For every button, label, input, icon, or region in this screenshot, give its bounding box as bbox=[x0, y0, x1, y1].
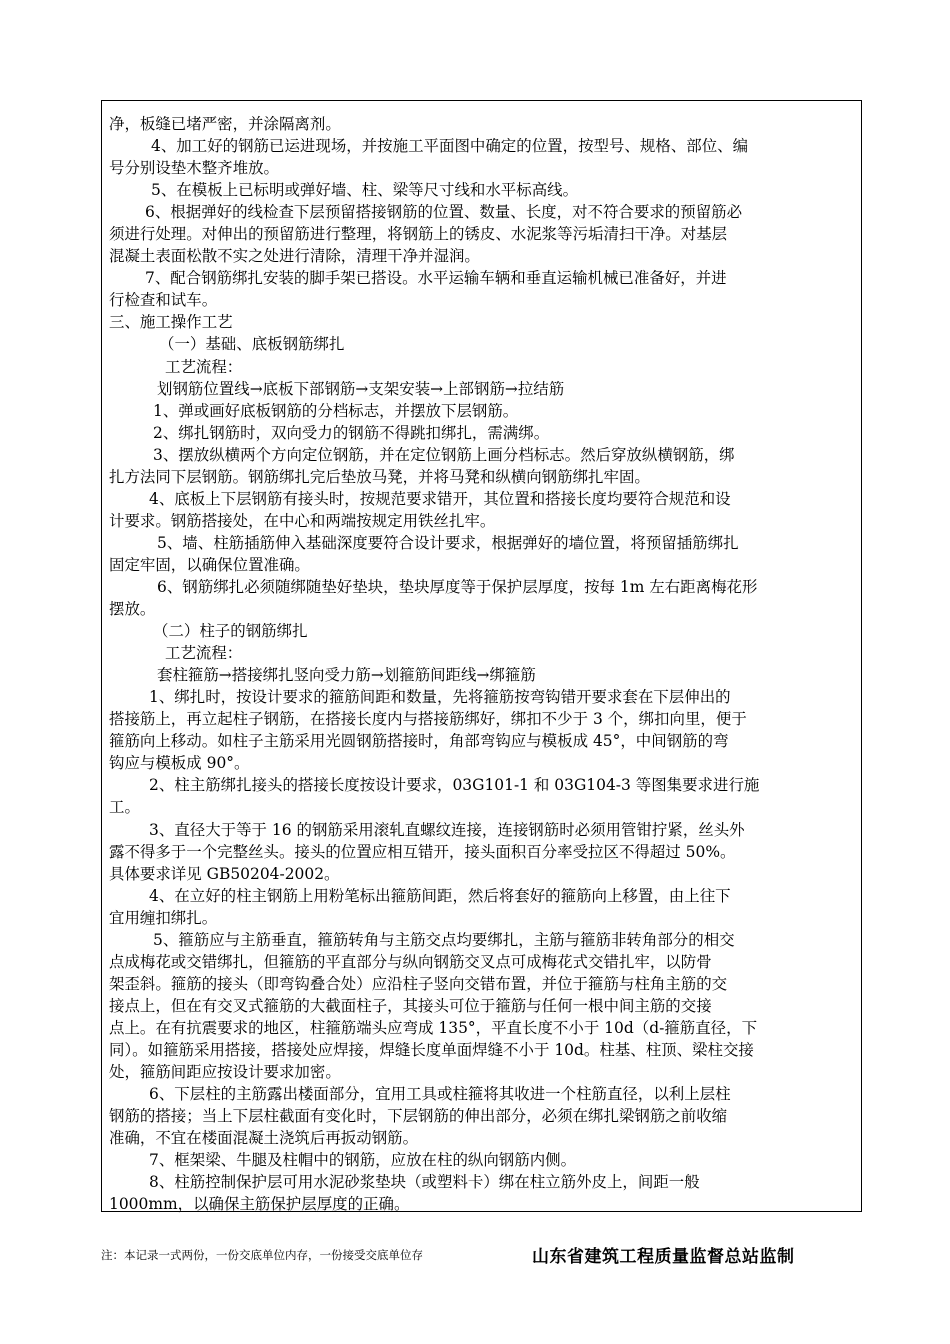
text-line: 须进行处理。对伸出的预留筋进行整理，将钢筋上的锈皮、水泥浆等污垢清扫干净。对基层 bbox=[109, 225, 728, 244]
text-line: 6、根据弹好的线检查下层预留搭接钢筋的位置、数量、长度，对不符合要求的预留筋必 bbox=[145, 203, 743, 222]
text-line: 8、柱筋控制保护层可用水泥砂浆垫块（或塑料卡）绑在柱立筋外皮上，间距一般 bbox=[149, 1173, 700, 1192]
text-line: 接点上，但在有交叉式箍筋的大截面柱子，其接头可位于箍筋与任何一根中间主筋的交接 bbox=[109, 996, 712, 1015]
text-line: 1000mm，以确保主筋保护层厚度的正确。 bbox=[109, 1195, 410, 1214]
text-line: 工艺流程： bbox=[165, 357, 243, 376]
text-line: 2、柱主筋绑扎接头的搭接长度按设计要求，03G101-1 和 03G104-3 等图集要求进行施 bbox=[149, 776, 760, 795]
text-line: 4、底板上下层钢筋有接头时，按规范要求错开，其位置和搭接长度均要符合规范和设 bbox=[149, 489, 731, 508]
text-line: 点上。在有抗震要求的地区，柱箍筋端头应弯成 135°，平直长度不小于 10d（d-箍筋直径，下 bbox=[109, 1018, 758, 1037]
text-line: 5、墙、柱筋插筋伸入基础深度要符合设计要求，根据弹好的墙位置，将预留插筋绑扎 bbox=[157, 533, 739, 552]
footer-organization: 山东省建筑工程质量监督总站监制 bbox=[532, 1247, 795, 1267]
text-line: 搭接筋上，再立起柱子钢筋，在搭接长度内与搭接筋绑好，绑扣不少于 3 个，绑扣向里，便于 bbox=[109, 710, 747, 729]
text-line: 1、弹或画好底板钢筋的分档标志，并摆放下层钢筋。 bbox=[153, 401, 519, 420]
text-line: 同）。如箍筋采用搭接，搭接处应焊接，焊缝长度单面焊缝不小于 10d。柱基、柱顶、梁柱交接 bbox=[109, 1040, 754, 1059]
text-line: 净，板缝已堵严密，并涂隔离剂。 bbox=[109, 115, 341, 133]
text-line: 架歪斜。箍筋的接头（即弯钩叠合处）应沿柱子竖向交错布置，并位于箍筋与柱角主筋的交 bbox=[109, 974, 728, 993]
text-line: 工。 bbox=[109, 798, 140, 817]
text-line: 3、直径大于等于 16 的钢筋采用滚轧直螺纹连接，连接钢筋时必须用管钳拧紧，丝头外 bbox=[149, 820, 745, 839]
text-line: 摆放。 bbox=[109, 600, 156, 619]
text-line: 1、绑扎时，按设计要求的箍筋间距和数量，先将箍筋按弯钩错开要求套在下层伸出的 bbox=[149, 688, 731, 707]
text-line: 处，箍筋间距应按设计要求加密。 bbox=[109, 1063, 341, 1082]
text-line: 三、施工操作工艺 bbox=[109, 313, 233, 332]
text-line: 7、配合钢筋绑扎安装的脚手架已搭设。水平运输车辆和垂直运输机械已准备好，并进 bbox=[145, 269, 727, 288]
text-line: （一）基础、底板钢筋绑扎 bbox=[159, 335, 345, 354]
document-body bbox=[109, 113, 857, 1215]
text-line: 钢筋的搭接；当上下层柱截面有变化时，下层钢筋的伸出部分，必须在绑扎梁钢筋之前收缩 bbox=[109, 1107, 728, 1126]
text-line: 3、摆放纵横两个方向定位钢筋，并在定位钢筋上画分档标志。然后穿放纵横钢筋，绑 bbox=[153, 445, 735, 464]
text-line: 划钢筋位置线→底板下部钢筋→支架安装→上部钢筋→拉结筋 bbox=[157, 379, 565, 398]
text-line: 7、框架梁、牛腿及柱帽中的钢筋，应放在柱的纵向钢筋内侧。 bbox=[149, 1151, 577, 1170]
text-line: 行检查和试车。 bbox=[109, 291, 218, 310]
text-line: 固定牢固，以确保位置准确。 bbox=[109, 555, 310, 574]
text-line: 计要求。钢筋搭接处，在中心和两端按规定用铁丝扎牢。 bbox=[109, 511, 496, 530]
text-line: 箍筋向上移动。如柱子主筋采用光圆钢筋搭接时，角部弯钩应与模板成 45°，中间钢筋的弯 bbox=[109, 732, 729, 751]
text-line: （二）柱子的钢筋绑扎 bbox=[153, 622, 308, 641]
text-line: 5、在模板上已标明或弹好墙、柱、梁等尺寸线和水平标高线。 bbox=[151, 181, 579, 200]
text-line: 具体要求详见 GB50204-2002。 bbox=[109, 864, 340, 883]
text-line: 工艺流程： bbox=[165, 644, 243, 663]
text-line: 2、绑扎钢筋时，双向受力的钢筋不得跳扣绑扎，需满绑。 bbox=[153, 423, 550, 442]
text-line: 6、钢筋绑扎必须随绑随垫好垫块，垫块厚度等于保护层厚度，按每 1m 左右距离梅花形 bbox=[157, 577, 758, 596]
text-line: 点成梅花或交错绑扎，但箍筋的平直部分与纵向钢筋交叉点可成梅花式交错扎牢，以防骨 bbox=[109, 952, 712, 971]
content-frame bbox=[101, 100, 862, 1212]
text-line: 混凝土表面松散不实之处进行清除，清理干净并湿润。 bbox=[109, 247, 480, 266]
text-line: 号分别设垫木整齐堆放。 bbox=[109, 159, 279, 178]
footer-note: 注：本记录一式两份，一份交底单位内存，一份接受交底单位存 bbox=[101, 1248, 423, 1262]
text-line: 套柱箍筋→搭接绑扎竖向受力筋→划箍筋间距线→绑箍筋 bbox=[157, 666, 536, 685]
text-line: 5、箍筋应与主筋垂直，箍筋转角与主筋交点均要绑扎，主筋与箍筋非转角部分的相交 bbox=[153, 930, 735, 949]
text-line: 4、在立好的柱主钢筋上用粉笔标出箍筋间距，然后将套好的箍筋向上移置，由上往下 bbox=[149, 886, 731, 905]
text-line: 准确，不宜在楼面混凝土浇筑后再扳动钢筋。 bbox=[109, 1129, 419, 1148]
text-line: 露不得多于一个完整丝头。接头的位置应相互错开，接头面积百分率受拉区不得超过 50%。 bbox=[109, 842, 736, 861]
text-line: 宜用缠扣绑扎。 bbox=[109, 908, 218, 927]
text-line: 扎方法同下层钢筋。钢筋绑扎完后垫放马凳，并将马凳和纵横向钢筋绑扎牢固。 bbox=[109, 467, 650, 486]
text-line: 4、加工好的钢筋已运进现场，并按施工平面图中确定的位置，按型号、规格、部位、编 bbox=[151, 137, 749, 156]
text-line: 钩应与模板成 90°。 bbox=[109, 754, 250, 773]
text-line: 6、下层柱的主筋露出楼面部分，宜用工具或柱箍将其收进一个柱筋直径，以利上层柱 bbox=[149, 1085, 731, 1104]
